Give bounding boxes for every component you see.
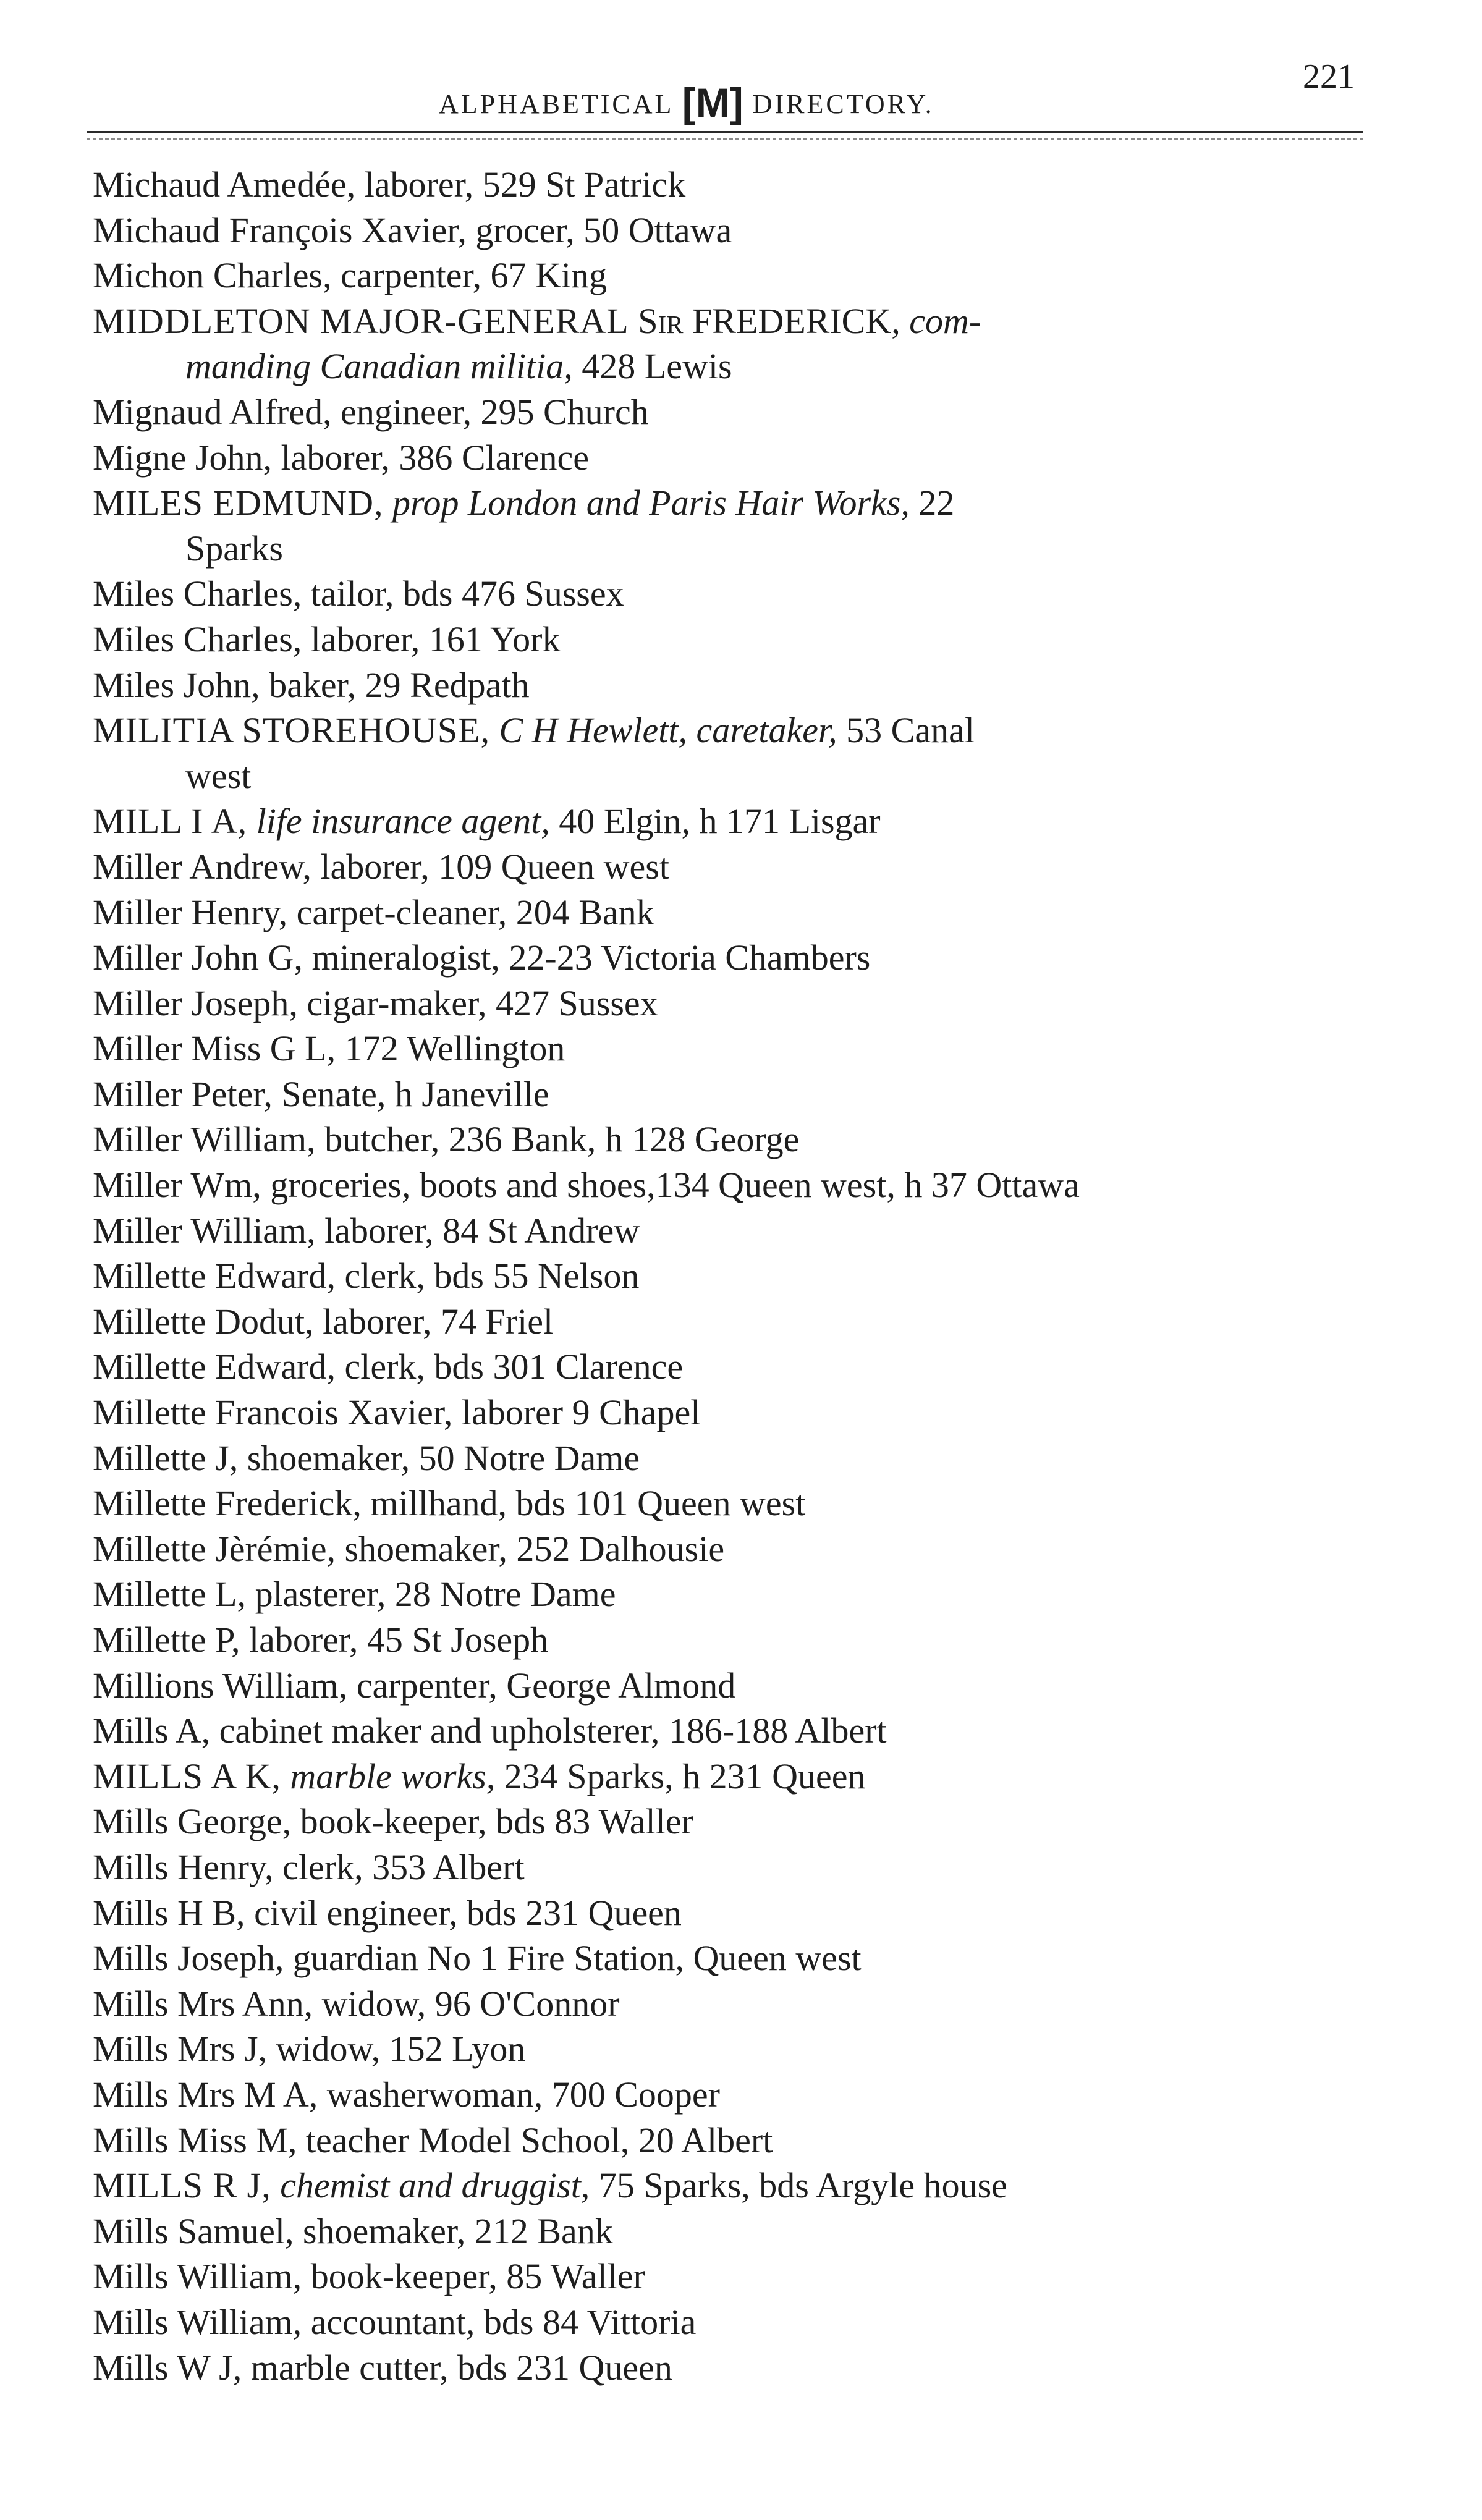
entry-name: Mignaud Alfred, <box>93 391 332 432</box>
entry-first-line <box>93 2348 672 2388</box>
entry-details: carpet-cleaner, 204 Bank <box>287 892 654 932</box>
entry-first-line <box>93 665 529 705</box>
directory-entry <box>93 480 1421 571</box>
entry-details: laborer 9 Chapel <box>452 1392 701 1433</box>
entry-name: Mills Samuel, <box>93 2210 294 2251</box>
section-letter: [M] <box>682 80 743 125</box>
entry-first-line <box>93 2165 1007 2205</box>
entry-details: widow, 152 Lyon <box>267 2029 526 2070</box>
entry-continuation <box>93 344 1421 389</box>
directory-entry <box>93 1935 1421 1981</box>
directory-entry <box>93 662 1421 708</box>
entry-name-caps: MILES EDMUND, <box>93 483 384 523</box>
directory-entry <box>93 1072 1421 1117</box>
directory-entry <box>93 1754 1421 1799</box>
running-title-right: DIRECTORY. <box>752 89 934 119</box>
entry-first-line <box>93 2256 645 2296</box>
entry-name: Mills W J, <box>93 2347 242 2388</box>
entry-details: 172 Wellington <box>336 1028 565 1069</box>
entry-details: laborer, 84 St Andrew <box>315 1210 640 1251</box>
entry-first-line <box>93 937 870 978</box>
entry-details: carpenter, George Almond <box>347 1665 736 1706</box>
entry-first-line <box>93 1710 887 1751</box>
entry-first-line <box>93 1984 620 2024</box>
directory-entry <box>93 298 1421 389</box>
entry-first-line <box>93 1165 1080 1205</box>
entry-details: laborer, 386 Clarence <box>272 437 589 478</box>
entry-details: laborer, 74 Friel <box>313 1301 554 1342</box>
entry-name: Mills William, <box>93 2256 302 2297</box>
running-title-left: ALPHABETICAL <box>439 89 673 119</box>
entry-details: clerk, bds 55 Nelson <box>336 1256 640 1296</box>
entry-first-line <box>93 1028 565 1068</box>
entry-occupation-italic: com- <box>900 300 981 341</box>
entry-details: 40 Elgin, h 171 Lisgar <box>549 801 881 842</box>
entry-details: plasterer, 28 Notre Dame <box>246 1574 616 1615</box>
entry-details: cigar-maker, 427 Sussex <box>297 983 658 1023</box>
entry-details: 234 Sparks, h 231 Queen <box>495 1756 866 1796</box>
entry-details: baker, 29 Redpath <box>260 664 530 705</box>
entry-name: Mills H B, <box>93 1892 245 1933</box>
directory-entry <box>93 1162 1421 1208</box>
entry-name-caps: MILLS A K, <box>93 1756 281 1796</box>
entry-name: Mills Mrs Ann, <box>93 1983 313 2024</box>
entry-details: carpenter, 67 King <box>331 255 608 296</box>
entry-name: Mills Joseph, <box>93 1938 284 1979</box>
entry-details: 75 Sparks, bds Argyle house <box>590 2165 1007 2206</box>
entry-details: tailor, bds 476 Sussex <box>302 573 624 614</box>
entry-name: Millette Francois Xavier, <box>93 1392 453 1433</box>
entry-first-line <box>93 1119 799 1159</box>
entry-first-line <box>93 1256 639 1296</box>
entry-details: cabinet maker and upholsterer, 186-188 Albert <box>210 1710 887 1751</box>
entry-name: Millette L, <box>93 1574 247 1615</box>
entry-first-line <box>93 164 685 205</box>
entry-first-line <box>93 1074 549 1114</box>
entry-details: mineralogist, 22-23 Victoria Chambers <box>302 937 871 978</box>
entry-details: laborer, 109 Queen west <box>311 846 669 887</box>
entry-name: Migne John, <box>93 437 272 478</box>
directory-entry <box>93 2072 1421 2118</box>
entry-details: teacher Model School, 20 Albert <box>297 2120 773 2160</box>
directory-entry <box>93 253 1421 298</box>
entry-first-line <box>93 1938 862 1978</box>
directory-entry <box>93 2163 1421 2209</box>
entry-details: marble cutter, bds 231 Queen <box>242 2347 672 2388</box>
entry-name: Mills William, <box>93 2301 302 2342</box>
entry-name: Mills Henry, <box>93 1846 274 1887</box>
entry-name: Miller William, <box>93 1210 316 1251</box>
entry-name: Mills Mrs J, <box>93 2029 268 2070</box>
directory-entry <box>93 2209 1421 2254</box>
entry-details: millhand, bds 101 Queen west <box>361 1483 806 1524</box>
entry-details: shoemaker, 50 Notre Dame <box>238 1437 640 1478</box>
directory-entry <box>93 708 1421 798</box>
directory-entry <box>93 844 1421 890</box>
entry-first-line <box>93 210 732 250</box>
directory-entry <box>93 1708 1421 1754</box>
directory-entry <box>93 617 1421 662</box>
entry-details: laborer, 529 St Patrick <box>355 164 686 205</box>
entry-first-line <box>93 1893 682 1933</box>
entry-name: Miles Charles, <box>93 573 302 614</box>
entry-name: Miller William, <box>93 1119 316 1160</box>
entry-first-line <box>93 2211 613 2251</box>
entry-first-line <box>93 573 624 614</box>
entry-title: Sir FREDERICK, <box>629 300 900 341</box>
entry-name: Miles Charles, <box>93 619 302 659</box>
entry-name: Millette Edward, <box>93 1256 336 1296</box>
entry-details: civil engineer, bds 231 Queen <box>245 1892 682 1933</box>
entry-first-line <box>93 2074 720 2115</box>
entry-first-line <box>93 1847 525 1887</box>
entry-first-line <box>93 1529 724 1569</box>
directory-entry <box>93 435 1421 481</box>
entry-first-line <box>93 483 954 523</box>
header-rule-secondary <box>87 138 1363 140</box>
entry-name: Miles John, <box>93 664 260 705</box>
directory-entry <box>93 890 1421 936</box>
entry-name-caps: MIDDLETON MAJOR-GENERAL <box>93 300 629 341</box>
entry-name: Miller Joseph, <box>93 983 298 1023</box>
entry-name: Mills Miss M, <box>93 2120 297 2160</box>
entry-first-line <box>93 1301 553 1342</box>
entry-occupation-italic: life insurance agent, <box>247 801 550 842</box>
entry-details: clerk, bds 301 Clarence <box>336 1347 684 1387</box>
entry-details: laborer, 45 St Joseph <box>240 1620 549 1660</box>
entry-first-line <box>93 619 560 659</box>
entry-first-line <box>93 1483 805 1523</box>
directory-entry <box>93 935 1421 981</box>
entry-details: Senate, h Janeville <box>272 1073 549 1114</box>
entry-first-line <box>93 1665 735 1706</box>
entry-continuation <box>93 753 1421 799</box>
entry-continuation-text: 428 Lewis <box>572 346 732 387</box>
directory-entry <box>93 1845 1421 1890</box>
entry-name: Millions William, <box>93 1665 348 1706</box>
entry-details: book-keeper, bds 83 Waller <box>291 1801 693 1842</box>
entry-continuation <box>93 526 1421 572</box>
entry-name: Mills George, <box>93 1801 292 1842</box>
entry-first-line <box>93 438 589 478</box>
entry-first-line <box>93 1620 548 1660</box>
directory-entry <box>93 1481 1421 1526</box>
entry-first-line <box>93 1756 866 1796</box>
directory-entry <box>93 2299 1421 2345</box>
directory-entry <box>93 1435 1421 1481</box>
directory-entry <box>93 1663 1421 1709</box>
entry-name: Mills Mrs M A, <box>93 2074 318 2115</box>
entry-name: Miller John G, <box>93 937 303 978</box>
directory-entry <box>93 2026 1421 2072</box>
page-header <box>87 57 1384 125</box>
entry-details: clerk, 353 Albert <box>273 1846 525 1887</box>
entry-name-caps: MILL I A, <box>93 801 248 842</box>
entry-details: washerwoman, 700 Cooper <box>318 2074 720 2115</box>
directory-entry <box>93 1208 1421 1254</box>
directory-entry <box>93 1344 1421 1390</box>
entry-first-line <box>93 2029 525 2069</box>
entry-details: engineer, 295 Church <box>331 391 649 432</box>
directory-entry <box>93 2118 1421 2163</box>
entry-first-line <box>93 847 669 887</box>
entry-details: accountant, bds 84 Vittoria <box>302 2301 697 2342</box>
directory-entry <box>93 2254 1421 2299</box>
running-title <box>439 75 934 125</box>
directory-entry <box>93 208 1421 253</box>
directory-entry <box>93 1890 1421 1936</box>
directory-entry <box>93 2345 1421 2391</box>
entry-details: butcher, 236 Bank, h 128 George <box>315 1119 800 1160</box>
entry-continuation-italic: manding Canadian militia, <box>185 346 573 387</box>
header-rule <box>87 131 1363 133</box>
entry-first-line <box>93 255 607 295</box>
directory-entry <box>93 1526 1421 1572</box>
entry-first-line <box>93 983 658 1023</box>
entry-name-caps: MILLS R J, <box>93 2165 271 2206</box>
entry-details: grocer, 50 Ottawa <box>466 209 732 250</box>
entry-name: Michaud François Xavier, <box>93 209 467 250</box>
entry-occupation-italic: chemist and druggist, <box>271 2165 590 2206</box>
entry-occupation-italic: prop London and Paris Hair Works, <box>383 483 910 523</box>
entry-details: 22 <box>909 483 955 523</box>
entry-name: Millette J, <box>93 1437 239 1478</box>
entry-continuation-text: west <box>185 755 252 796</box>
directory-entry <box>93 1026 1421 1072</box>
entry-name: Miller Andrew, <box>93 846 311 887</box>
page-number: 221 <box>1303 57 1355 96</box>
entry-first-line <box>93 1392 700 1432</box>
entry-first-line <box>93 1347 683 1387</box>
directory-entry <box>93 1117 1421 1162</box>
entry-occupation-italic: C H Hewlett, caretaker, <box>490 710 837 751</box>
directory-entry <box>93 571 1421 617</box>
directory-entry <box>93 1799 1421 1845</box>
entry-occupation-italic: marble works, <box>281 1756 496 1796</box>
entry-details: guardian No 1 Fire Station, Queen west <box>284 1938 862 1979</box>
entry-name: Michaud Amedée, <box>93 164 356 205</box>
entry-name: Millette Edward, <box>93 1347 336 1387</box>
entry-continuation-text: Sparks <box>185 528 283 569</box>
entry-first-line <box>93 710 975 750</box>
entry-name: Millette P, <box>93 1620 240 1660</box>
entry-first-line <box>93 2120 773 2160</box>
directory-entry <box>93 1299 1421 1345</box>
entry-first-line <box>93 1574 616 1614</box>
entry-details: book-keeper, 85 Waller <box>302 2256 645 2297</box>
directory-entry <box>93 1390 1421 1435</box>
entry-name-caps: MILITIA STOREHOUSE, <box>93 710 491 751</box>
entry-details: shoemaker, 252 Dalhousie <box>335 1528 725 1569</box>
entry-name: Mills A, <box>93 1710 211 1751</box>
entry-name: Millette Dodut, <box>93 1301 314 1342</box>
entry-details: laborer, 161 York <box>302 619 561 659</box>
entry-details: widow, 96 O'Connor <box>313 1983 620 2024</box>
directory-entry <box>93 981 1421 1026</box>
directory-entry <box>93 1617 1421 1663</box>
entry-first-line <box>93 301 981 341</box>
entry-details: shoemaker, 212 Bank <box>294 2210 613 2251</box>
entry-first-line <box>93 801 881 841</box>
entry-first-line <box>93 1801 693 1841</box>
entry-name: Millette Frederick, <box>93 1483 362 1524</box>
entry-first-line <box>93 892 654 932</box>
entry-first-line <box>93 1438 640 1478</box>
directory-entry <box>93 1253 1421 1299</box>
entry-first-line <box>93 392 649 432</box>
entry-first-line <box>93 2302 696 2342</box>
entry-name: Millette Jèrémie, <box>93 1528 336 1569</box>
entry-first-line <box>93 1211 640 1251</box>
entry-name: Miller Peter, <box>93 1073 273 1114</box>
directory-entry <box>93 389 1421 435</box>
entry-details: 53 Canal <box>837 710 975 751</box>
directory-entries <box>93 162 1421 2390</box>
entry-name: Miller Wm, <box>93 1165 261 1206</box>
directory-entry <box>93 1571 1421 1617</box>
directory-entry <box>93 1981 1421 2027</box>
directory-entry <box>93 798 1421 844</box>
entry-name: Miller Miss G L, <box>93 1028 336 1069</box>
directory-entry <box>93 162 1421 208</box>
entry-name: Miller Henry, <box>93 892 288 932</box>
entry-name: Michon Charles, <box>93 255 332 296</box>
entry-details: groceries, boots and shoes,134 Queen west, h 37 Ottawa <box>261 1165 1080 1206</box>
